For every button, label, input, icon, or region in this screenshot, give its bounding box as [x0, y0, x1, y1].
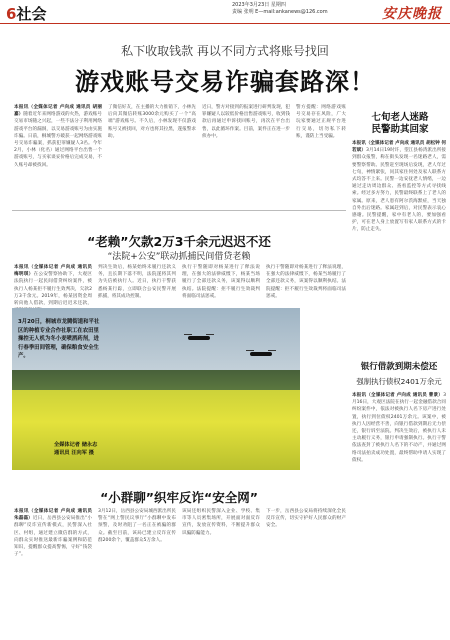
page-header: [0, 0, 450, 24]
divider: [12, 210, 346, 211]
bank-story-byline: 本报讯（全媒体记者 卢向成 通讯员 曹景）: [352, 393, 444, 398]
old-story-col2: [98, 264, 176, 304]
anti-story-col1: [14, 508, 92, 634]
page-number: 6: [6, 5, 17, 23]
old-story-subtitle: “法院+公安”联动抓捕民间借贷老赖: [107, 252, 251, 262]
top-story-subtitle: 私下收取钱款 再以不同方式将账号找回: [121, 44, 329, 58]
editor-line: 责编 张明 E—mail:ankanews@126.com: [232, 8, 328, 15]
top-story-col4: [296, 104, 346, 204]
drone-icon: [188, 336, 210, 340]
top-story-body-3: 近日，警方对接到的报案进行研判发现，犯罪嫌疑人以较低价格出售游戏账号，收到钱款后再通过申诉找回账号，再次在平台出售，以此循环作案。目前，案件正在进一步侦办中。: [202, 105, 290, 139]
photo-credit: [54, 442, 130, 457]
newspaper-logo: 安庆晚报: [382, 6, 442, 22]
photo-rapeseed-field: [12, 390, 300, 470]
anti-story-body-1: 近日，岳西县公安局推出“小群聊”反诈宣传新模式，民警深入社区、村组，通过建立微信群的方式，向群众实时推送最新诈骗案例和防范知识，提醒群众提高警惕，守好“钱袋子”。: [14, 516, 92, 558]
old-story-body-4: 执行干警随即对杨某进行了释法说理，在强大的法律威慑下，杨某当场履行了全部还款义务，该案得以顺利执结。法院提醒：拒不履行生效裁判将面临司法惩戒。: [266, 265, 346, 299]
anti-story-col4: [266, 508, 346, 634]
bank-story-subtitle: 强制执行债权2401万余元: [356, 377, 442, 386]
bank-story-title: 银行借款到期未偿还: [360, 362, 438, 372]
top-story-body-1: 随着近年来网络游戏的火热，游戏账号交易市场随之兴起，一些不法分子利用网络游戏平台的漏洞，以交易游戏账号为由实施诈骗。日前，桐城警方破获一起网络游戏账号交易诈骗案，抓获犯罪嫌疑人3名。今年2月，小林（化名）通过网络平台出售一个游戏账号，与买家谈妥价格后完成交易，不久账号却被找回。: [14, 112, 102, 168]
old-story-body-3: 执行干警随即对杨某进行了释法说理，在强大的法律威慑下，杨某当场履行了全部还款义务，该案得以顺利执结。法院提醒：拒不履行生效裁判将面临司法惩戒。: [182, 265, 260, 299]
side-story-title-2: 民警助其回家: [371, 124, 429, 135]
anti-story-col3: [182, 508, 260, 634]
old-story-col4: [266, 264, 346, 304]
bank-story-text: 3月16日，大观区法院在执行一起金融借款合同纠纷案件中，依法对被执行人名下房产进行处置，执行到位债权2401万余元。该案中，被执行人因经营不善，向银行借款到期后无力偿还，银行诉至法院。判决生效后，被执行人未主动履行义务，银行申请强制执行。执行干警依法查封了被执行人名下的不动产，并通过网络司法拍卖成功处置，最终帮助申请人实现了债权。: [352, 393, 446, 463]
photo-treeline: [12, 370, 300, 392]
top-story-col1: [14, 104, 102, 204]
old-story-byline: 本报讯（全媒体记者 卢向成 通讯员 梅明琪）: [14, 265, 92, 278]
drone-icon: [250, 352, 272, 356]
top-story-body-4: 警方提醒：网络游戏账号交易存在风险，广大玩家要通过正规平台进行交易，切勿私下转账，谨防上当受骗。: [296, 105, 346, 139]
photo-credit-1: 全媒体记者 储永志: [54, 442, 98, 448]
old-story-body-2: 判决生效后，杨某始终未履行还款义务，且长期下落不明，法院遂将其列为失信被执行人。近日，执行干警获悉杨某行踪，立即联合公安民警开展抓捕，将其成功控制。: [98, 265, 176, 299]
old-story-col1: [14, 264, 92, 307]
page-section-label: [6, 3, 46, 24]
header-meta: [232, 2, 372, 15]
anti-story-byline: 本报讯（全媒体记者 卢向成 通讯员 朱磊磊）: [14, 509, 92, 522]
section-name: 社会: [16, 5, 47, 23]
bank-story-body: [352, 392, 446, 636]
top-story-col3: [202, 104, 290, 204]
date-line: 2023年3月23日 星期四: [232, 2, 286, 8]
anti-story-body-3: 该局还组织民警深入企业、学校、集市等人员密集场所，开展面对面反诈宣传，发放宣传资料，不断提升群众识骗防骗能力。: [182, 509, 260, 536]
top-story-title: 游戏账号交易诈骗套路深！: [75, 68, 375, 96]
anti-story-body-2: 3月12日，岳西县公安局城西派出所民警在“网上警民议事厅”小群聊中发布预警，及时劝阻了一名正在被骗的群众。截至目前，该局已建立反诈宣传群200余个，覆盖群众5万余人。: [98, 509, 176, 543]
top-story-col2: [108, 104, 196, 204]
photo-caption: 3月20日，桐城市龙腾街道和平社区的种植专业合作社职工在农田里操控无人机为冬小麦喷洒药剂，进行春季田间管理，确保粮食安全生产。: [18, 319, 100, 360]
side-story-body: [352, 140, 446, 352]
old-story-body-1: 在公安警察协助下，大观区法院执行一起民间借贷纠纷案件，被执行人杨某拒不履行生效判决，欠款2万3千余元。2019年，杨某因资金周转向他人借款，到期后迟迟未还款，: [14, 272, 92, 307]
side-story-text: 3月14日19时许，望江县杨湾派出所接到群众报警，称在街头发现一名迷路老人，需要警察帮助。民警赶至现场后发现，老人年过七旬，神情紧张，问其家住何处及家人联系方式均答不上来。民警一边安抚老人情绪，一边通过走访周边群众、查看监控等方式寻找线索。经过多方努力，民警最终联系上了老人的家属。原来，老人患有阿尔茨海默症，当天独自外出后迷路。家属赶到后，对民警表示衷心感谢。民警提醒，家中有老人的，要加强看护，可在老人身上放置写有家人联系方式的卡片，防止走失。: [352, 148, 446, 233]
side-story-title-1: 七旬老人迷路: [371, 112, 429, 123]
anti-story-title: “小群聊”织牢反诈“安全网”: [100, 490, 258, 505]
anti-story-body-4: 下一步，岳西县公安局将持续深化全民反诈宣传，切实守护好人民群众的财产安全。: [266, 509, 346, 529]
old-story-col3: [182, 264, 260, 304]
photo-credit-2: 通讯员 汪向军 摄: [54, 449, 94, 456]
top-story-body-2: 了微信好友，在主播的大力推销下，小林先后向其微信转账3000余元购买了一个“高端”游戏账号。不久后，小林发现不仅游戏账号又被找回，对方也将其拉黑，遂报警求助。: [108, 105, 196, 139]
side-story-title: [354, 112, 446, 136]
old-story-title: “老赖”欠款2万3千余元迟迟不还: [87, 234, 271, 249]
anti-story-col2: [98, 508, 176, 634]
top-story-byline: 本报讯（全媒体记者 卢向成 通讯员 胡丽嘉）: [14, 105, 102, 118]
side-story-byline: 本报讯（全媒体记者 卢向成 通讯员 胡松钟 何若斌）: [352, 141, 446, 154]
